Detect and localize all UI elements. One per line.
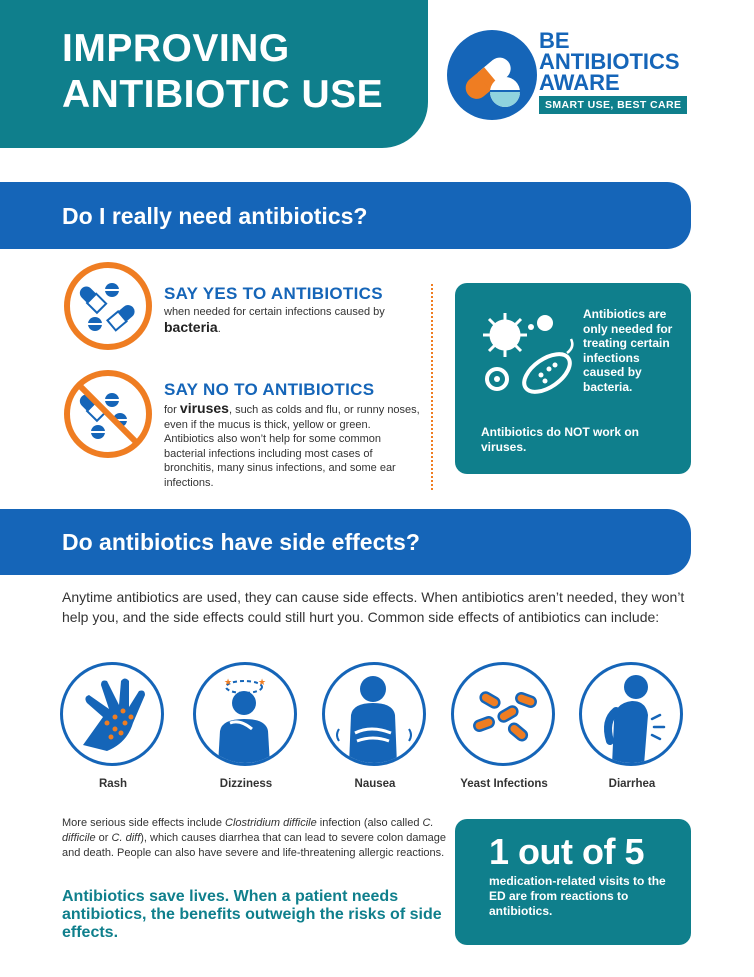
rash-hand-icon	[60, 662, 164, 766]
stat-description: medication-related visits to the ED are from reactions to antibiotics.	[489, 874, 666, 918]
pill-logo-icon	[447, 30, 537, 120]
svg-text:★: ★	[224, 678, 233, 688]
be-antibiotics-aware-logo	[447, 30, 737, 120]
section-title-need: Do I really need antibiotics?	[62, 203, 368, 229]
yeast-cells-icon	[451, 662, 555, 766]
effect-yeast-infections	[449, 662, 559, 792]
effect-label-nausea: Nausea	[354, 778, 396, 790]
save-lives-statement: Antibiotics save lives. When a patient needs antibiotics, the benefits outweigh the risks of side effects.	[62, 888, 442, 941]
say-no-text: for viruses, such as colds and flu, or runny noses, even if the mucus is thick, yellow or green. Antibiotics also won’t help for some common bacterial infections including most cases of bronchitis, many sinus infections, and some ear infections.	[164, 400, 420, 489]
section-banner-need	[0, 182, 691, 249]
effect-rash	[58, 662, 168, 792]
diarrhea-person-icon	[579, 662, 683, 766]
dizzy-person-icon	[193, 662, 297, 766]
logo-tagline: SMART USE, BEST CARE	[539, 96, 687, 114]
pills-no-icon	[64, 370, 152, 458]
effect-label-diarrhea: Diarrhea	[608, 778, 656, 790]
effect-label-yeast: Yeast Infections	[460, 778, 548, 790]
bacteria-virus-icon	[475, 303, 579, 413]
svg-text:★: ★	[258, 678, 267, 688]
section-banner-side-effects	[0, 509, 691, 575]
say-no-heading: SAY NO TO ANTIBIOTICS	[164, 380, 375, 399]
header-banner	[0, 0, 428, 148]
info-bottom-text: Antibiotics do NOT work on viruses.	[481, 425, 639, 454]
effect-diarrhea	[577, 662, 687, 792]
stat-headline: 1 out of 5	[489, 831, 644, 872]
bacteria-info-box	[455, 283, 691, 474]
effect-dizziness	[191, 662, 301, 792]
logo-wordmark: BE ANTIBIOTICS AWARE	[539, 28, 680, 95]
pills-yes-icon	[64, 262, 152, 350]
serious-effects-text: More serious side effects include Clostridium difficile infection (also called C. difficile or C. diff), which causes diarrhea that can lead to severe colon damage and death. People can also have severe and life-threatening allergic reactions.	[62, 817, 446, 859]
say-yes-heading: SAY YES TO ANTIBIOTICS	[164, 284, 383, 303]
side-effects-intro: Anytime antibiotics are used, they can cause side effects. When antibiotics aren’t needed, they won’t help you, and the side effects could still hurt you. Common side effects of antibiotics can include:	[62, 589, 685, 625]
effect-nausea	[320, 662, 430, 792]
effect-label-dizziness: Dizziness	[219, 778, 273, 790]
section-title-side-effects: Do antibiotics have side effects?	[62, 529, 420, 555]
info-text: Antibiotics are only needed for treating certain infections caused by bacteria.	[583, 307, 673, 394]
dotted-divider	[431, 284, 433, 490]
nausea-person-icon	[322, 662, 426, 766]
say-yes-text: when needed for certain infections caused by bacteria.	[164, 306, 385, 335]
effect-label-rash: Rash	[98, 778, 128, 790]
statistic-box	[455, 819, 691, 945]
page-title: IMPROVING ANTIBIOTIC USE	[62, 27, 384, 116]
